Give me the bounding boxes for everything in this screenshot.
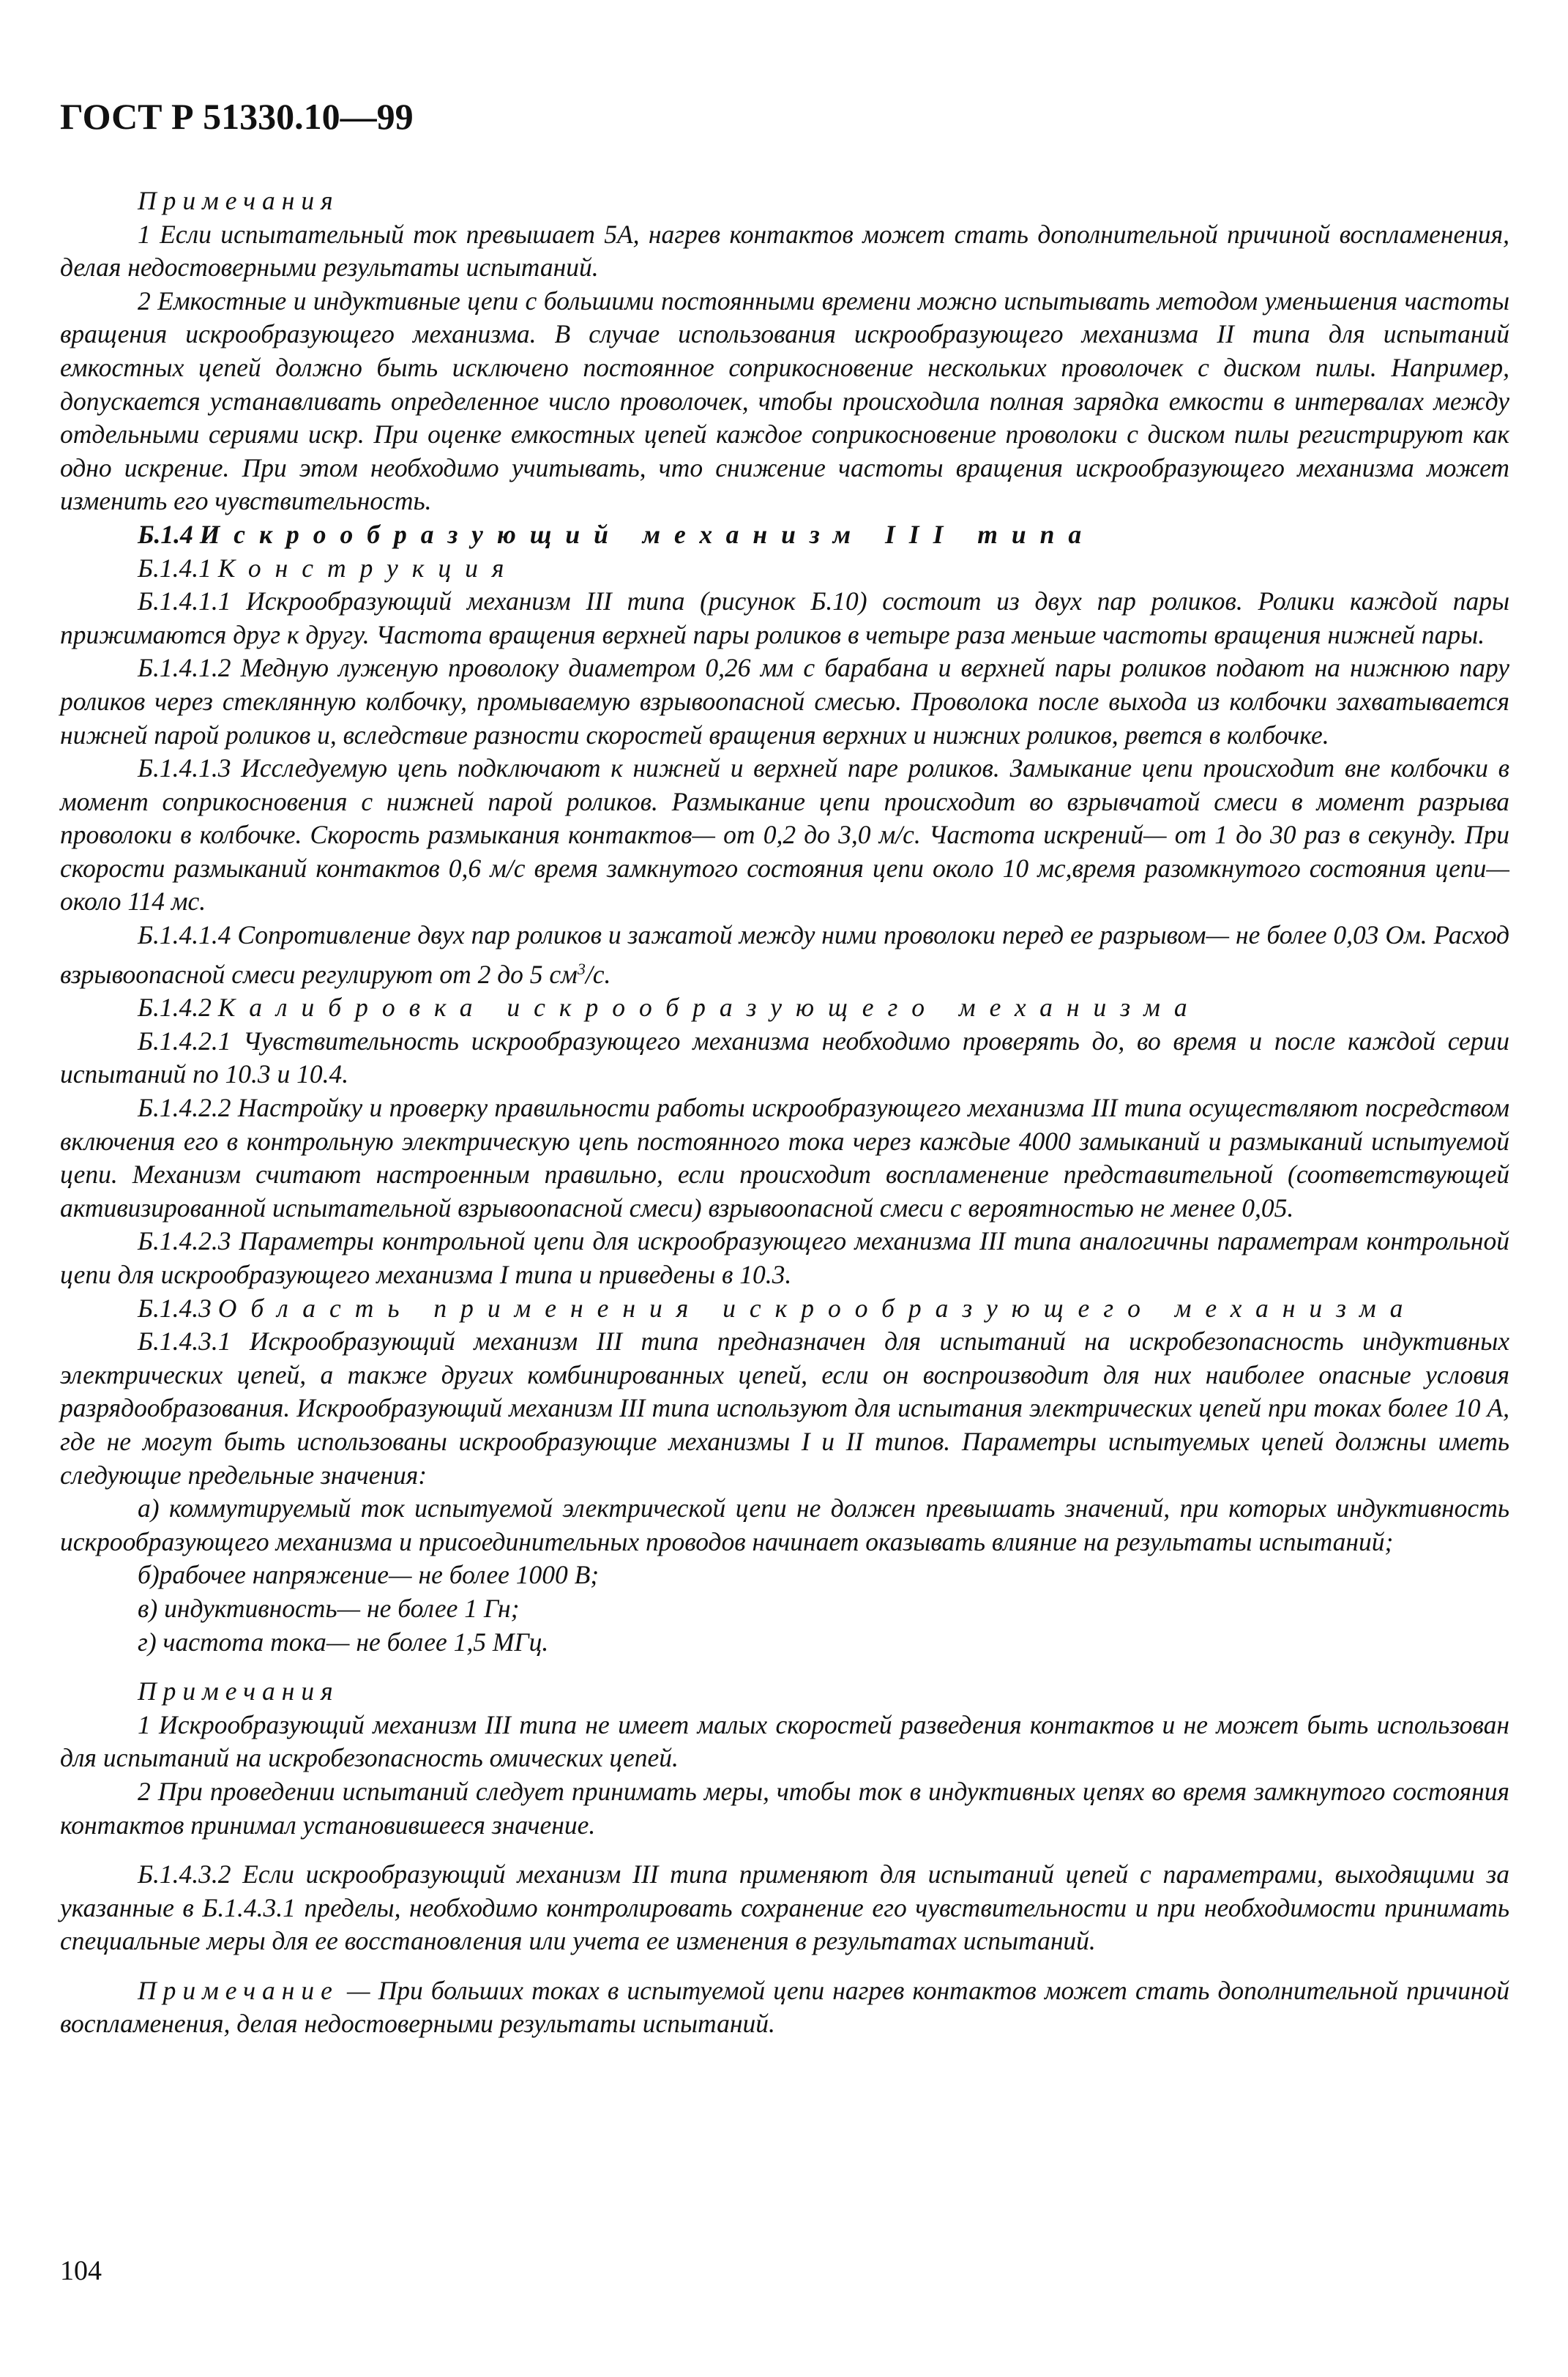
subsection-heading: Б.1.4.2 Калибровка искрообразующего механизма — [138, 993, 1201, 1023]
list-item: г) частота тока— не более 1,5 МГц. — [138, 1627, 549, 1657]
spacer — [60, 1958, 1509, 1974]
note-paragraph: Примечание — При больших токах в испытуемой цепи нагрев контактов может стать дополнительной причиной воспламенения, делая недостоверными результаты испытаний. — [60, 1975, 1509, 2039]
note-paragraph: 2 Емкостные и индуктивные цепи с большими постоянными времени можно испытывать методом уменьшения частоты вращения искрообразующего механизма. В случае использования искрообразующего механизма II типа для испытаний емкостных цепей должно быть исключено постоянное соприкосновение нескольких проволочек с диском пилы. Например, допускается устанавливать определенное число проволочек, чтобы происходила полная зарядка емкости в интервалах между отдельными сериями искр. При оценке емкостных цепей каждое соприкосновение проволоки с диском пилы регистрируют как одно искрение. При этом необходимо учитывать, что снижение частоты вращения искрообразующего механизма может изменить его чувствительность. — [60, 286, 1509, 516]
clause-paragraph: Б.1.4.1.2 Медную луженую проволоку диаметром 0,26 мм с барабана и верхней пары роликов подают на нижнюю пару роликов через стеклянную колбочку, промываемую взрывоопасной смесью. Проволока после выхода из колбочки захватывается нижней парой роликов и, вследствие разности скоростей вращения верхних и нижних роликов, рвется в колбочке. — [60, 653, 1509, 750]
note-paragraph: 2 При проведении испытаний следует принимать меры, чтобы ток в индуктивных цепях во время замкнутого состояния контактов принимал установившееся значение. — [60, 1776, 1509, 1840]
clause-paragraph: Б.1.4.2.3 Параметры контрольной цепи для искрообразующего механизма III типа аналогичны параметрам контрольной цепи для искрообразующего механизма I типа и приведены в 10.3. — [60, 1226, 1509, 1289]
clause-paragraph: Б.1.4.2.2 Настройку и проверку правильности работы искрообразующего механизма III типа осуществляют посредством включения его в контрольную электрическую цепь постоянного тока через каждые 4000 замыканий и размыканий испытуемой цепи. Механизм считают настроенным правильно, если происходит воспламенение представительной (соответствующей активизированной испытательной взрывоопасной смеси) взрывоопасной смеси с вероятностью не менее 0,05. — [60, 1093, 1509, 1223]
section-heading: Б.1.4 Искрообразующий механизм III типа — [138, 519, 1096, 549]
subsection-heading: Б.1.4.1 Конструкция — [138, 553, 518, 583]
list-item: б)рабочее напряжение— не более 1000 В; — [138, 1560, 600, 1590]
subsection-heading: Б.1.4.3 Область применения искрообразующего механизма — [138, 1293, 1417, 1323]
clause-paragraph: Б.1.4.2.1 Чувствительность искрообразующего механизма необходимо проверять до, во время и после каждой серии испытаний по 10.3 и 10.4. — [60, 1026, 1509, 1089]
document-code-header: ГОСТ Р 51330.10—99 — [60, 96, 414, 137]
clause-paragraph: Б.1.4.1.3 Исследуемую цепь подключают к нижней и верхней паре роликов. Замыкание цепи происходит вне колбочки в момент соприкосновения с нижней парой роликов. Размыкание цепи происходит во взрывчатой смеси в момент разрыва проволоки в колбочке. Скорость размыкания контактов— от 0,2 до 3,0 м/с. Частота искрений— от 1 до 30 раз в секунду. При скорости размыканий контактов 0,6 м/с время замкнутого состояния цепи около 10 мс,время разомкнутого состояния цепи— около 114 мс. — [60, 753, 1509, 917]
spacer — [60, 1842, 1509, 1858]
note-heading: Примечания — [138, 1676, 340, 1706]
clause-paragraph: Б.1.4.3.2 Если искрообразующий механизм III типа применяют для испытаний цепей с параметрами, выходящими за указанные в Б.1.4.3.1 пределы, необходимо контролировать сохранение его чувствительности и при необходимости принимать специальные меры для ее восстановления или учета ее изменения в результатах испытаний. — [60, 1859, 1509, 1956]
page-number: 104 — [60, 2255, 102, 2286]
note-heading: Примечания — [138, 186, 340, 215]
document-body — [60, 184, 1509, 2041]
clause-paragraph: Б.1.4.1.1 Искрообразующий механизм III типа (рисунок Б.10) состоит из двух пар роликов. Ролики каждой пары прижимаются друг к другу. Частота вращения верхней пары роликов в четыре раза меньше частоты вращения нижней пары. — [60, 586, 1509, 649]
spacer — [60, 1659, 1509, 1675]
clause-paragraph: Б.1.4.1.4 Сопротивление двух пар роликов и зажатой между ними проволоки перед ее разрывом— не более 0,03 Ом. Расход взрывоопасной смеси регулируют от 2 до 5 $см^3/с$. — [60, 920, 1509, 989]
note-paragraph: 1 Искрообразующий механизм III типа не имеет малых скоростей разведения контактов и не может быть использован для испытаний на искробезопасность омических цепей. — [60, 1709, 1509, 1773]
list-item: в) индуктивность— не более 1 Гн; — [138, 1593, 520, 1623]
note-paragraph: 1 Если испытательный ток превышает 5А, нагрев контактов может стать дополнительной причиной воспламенения, делая недостоверными результаты испытаний. — [60, 219, 1509, 283]
clause-paragraph: Б.1.4.3.1 Искрообразующий механизм III типа предназначен для испытаний на искробезопасность индуктивных электрических цепей, а также других комбинированных цепей, если он воспроизводит для них наиболее опасные условия разрядообразования. Искрообразующий механизм III типа используют для испытания электрических цепей при токах более 10 А, где не могут быть использованы искрообразующие механизмы I и II типов. Параметры испытуемых цепей должны иметь следующие предельные значения: — [60, 1326, 1509, 1490]
list-item: а) коммутируемый ток испытуемой электрической цепи не должен превышать значений, при которых индуктивность искрообразующего механизма и присоединительных проводов начинает оказывать влияние на результаты испытаний; — [60, 1493, 1509, 1556]
